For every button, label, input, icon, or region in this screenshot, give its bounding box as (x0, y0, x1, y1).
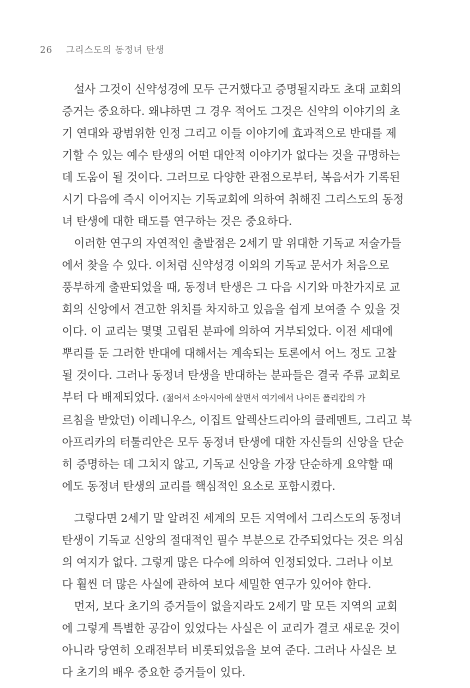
text-line: 시기 다음에 즉시 이어지는 기독교회에 의하여 취해진 그리스도의 동정 (62, 193, 404, 206)
text-line: 될 것이다. 그러나 동정녀 탄생을 반대하는 분파들은 결국 주류 교회로 (62, 369, 401, 382)
text-line: 설사 그것이 신약성경에 모두 근거했다고 증명될지라도 초대 교회의 (74, 83, 402, 96)
text-line: 그렇다면 2세기 말 알려진 세계의 모든 지역에서 그리스도의 동정녀 (74, 512, 402, 525)
text-line: 탄생이 기독교 신앙의 절대적인 필수 부분으로 간주되었다는 것은 의심 (62, 534, 404, 547)
text-line: 이러한 연구의 자연적인 출발점은 2세기 말 위대한 기독교 저술가들 (74, 237, 402, 250)
text-line: 이다. 이 교리는 몇몇 고립된 분파에 의하여 거부되었다. 이전 세대에 (62, 325, 393, 338)
text-line: 기 연대와 광범위한 인정 그리고 이들 이야기에 효과적으로 반대를 제 (62, 127, 397, 140)
paragraph-gap (62, 498, 422, 508)
text-line: 기할 수 있는 예수 탄생의 어떤 대안적 이야기가 없다는 것을 규명하는 (62, 149, 401, 162)
paragraph-4 (62, 596, 422, 684)
text-line: 데 도움이 될 것이다. 그러므로 다양한 관점으로부터, 복음서가 기록된 (62, 171, 401, 184)
text-line: 풍부하게 출판되었을 때, 동정녀 탄생은 그 다음 시기와 마찬가지로 교 (62, 281, 401, 294)
text-line: 에도 동정녀 탄생의 교리를 핵심적인 요소로 포함시켰다. (62, 480, 336, 493)
text-line: 뿌리를 둔 그러한 반대에 대해서는 계속되는 토론에서 어느 정도 고찰 (62, 347, 397, 360)
text-line: 회의 신앙에서 견고한 위치를 차지하고 있음을 쉽게 보여줄 수 있을 것 (62, 303, 401, 316)
text-line: 에서 찾을 수 있다. 이처럼 신약성경 이외의 기독교 문서가 처음으로 (62, 259, 390, 272)
paragraph-3 (62, 508, 422, 596)
inline-note: (젊어서 소아시아에 살면서 여기에서 나이든 폴리캅의 가 (162, 394, 366, 404)
running-title: 그리스도의 동정녀 탄생 (65, 46, 165, 56)
text-line (62, 387, 422, 410)
text-line: 의 여지가 없다. 그렇게 많은 다수에 의하여 인정되었다. 그러나 이보 (62, 556, 393, 569)
text-line: 아프리카의 터툴리안은 모두 동정녀 탄생에 대한 자신들의 신앙을 단순 (62, 436, 404, 449)
paragraph-1 (62, 79, 422, 233)
text-line: 르침을 받았던) 이레니우스, 이집트 알렉산드리아의 클레멘트, 그리고 북 (62, 414, 412, 427)
text-line-main: 부터 다 배제되었다. (62, 391, 160, 404)
text-line: 아니라 당연히 오래전부터 비롯되었음을 보여 준다. 그러나 사실은 보 (62, 644, 397, 657)
text-line: 증거는 중요하다. 왜냐하면 그 경우 적어도 그것은 신약의 이야기의 초 (62, 105, 401, 118)
page-number: 26 (40, 46, 53, 56)
paragraph-2 (62, 233, 422, 498)
text-line: 먼저, 보다 초기의 증거들이 없을지라도 2세기 말 모든 지역의 교회 (74, 600, 398, 613)
text-line: 다 초기의 배우 중요한 증거들이 있다. (62, 666, 246, 679)
running-header (40, 43, 165, 56)
body-text (62, 79, 422, 684)
text-line: 에 그렇게 특별한 공감이 있었다는 사실은 이 교리가 결코 새로운 것이 (62, 622, 401, 635)
text-line: 녀 탄생에 대한 태도를 연구하는 것은 중요하다. (62, 215, 293, 228)
text-line: 다 훨씬 더 많은 사실에 관하여 보다 세밀한 연구가 있어야 한다. (62, 578, 372, 591)
text-line: 히 증명하는 데 그치지 않고, 기독교 신앙을 가장 단순하게 요약할 때 (62, 458, 393, 471)
